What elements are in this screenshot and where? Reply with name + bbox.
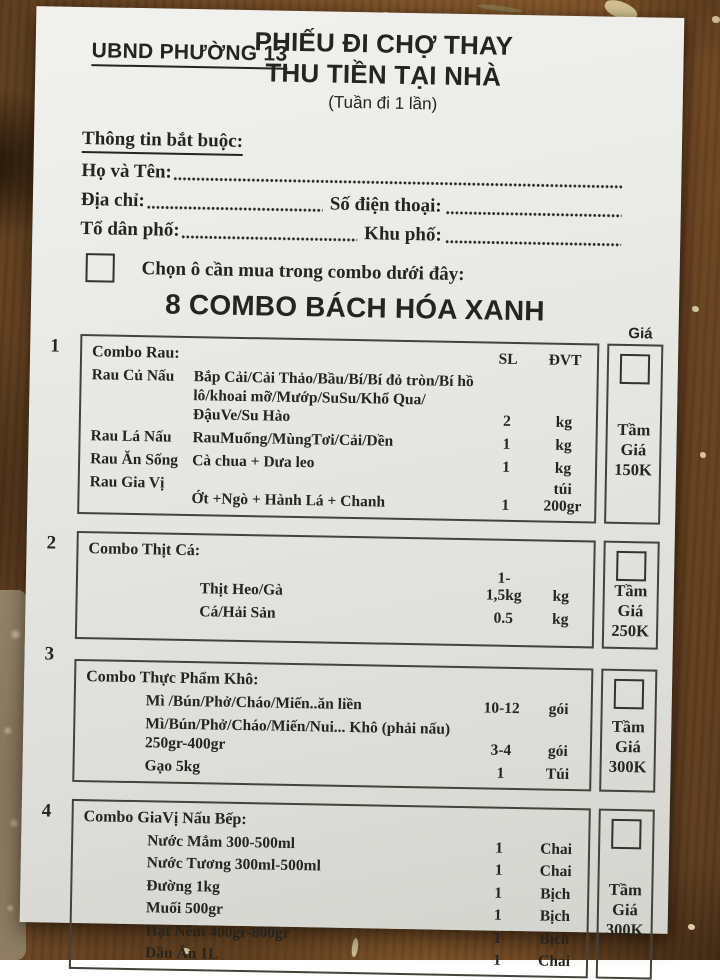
combo-items-box xyxy=(75,531,596,648)
item-desc: Cà chua + Dưa leo xyxy=(191,452,315,472)
item-qty: 1 xyxy=(502,458,511,476)
item-unit: Bịch xyxy=(540,885,571,903)
item-qty: 1 xyxy=(502,435,511,453)
quarter-fill-line xyxy=(446,240,622,247)
combo-select-checkbox xyxy=(620,354,651,385)
combo-select-checkbox xyxy=(616,551,647,582)
item-qty: 0.5 xyxy=(493,609,514,627)
item-desc: Nước Tương 300ml-500ml xyxy=(146,854,322,875)
combo-name: Combo Thịt Cá: xyxy=(88,540,201,560)
required-info-heading: Thông tin bắt buộc: xyxy=(82,128,243,156)
crumb-speckle xyxy=(692,306,699,312)
item-unit: Bịch xyxy=(539,930,570,948)
org-label: UBND PHƯỜNG 13 xyxy=(91,39,287,70)
qty-column-header: SL xyxy=(498,350,518,369)
group-quarter-field-row xyxy=(80,218,622,250)
form-title-line2: THU TIỀN TẠI NHÀ xyxy=(265,57,502,92)
item-unit: kg xyxy=(552,587,570,605)
item-qty: 1 xyxy=(501,496,510,514)
form-title-line1: PHIẾU ĐI CHỢ THAY xyxy=(254,26,514,61)
crumb-speckle xyxy=(688,924,695,930)
item-unit: Chai xyxy=(540,840,573,858)
combo-number: 4 xyxy=(41,800,52,822)
item-qty: 1 xyxy=(493,951,502,969)
item-category: Rau Ăn Sống xyxy=(90,450,179,469)
combo-gia-vi-table xyxy=(33,798,655,979)
item-qty: 1 xyxy=(494,861,503,879)
price-label: Tầm Giá 250K xyxy=(611,580,650,641)
item-desc: RauMuống/MùngTơi/Cải/Dền xyxy=(192,429,394,450)
combo-items-box xyxy=(77,334,599,523)
combo-rau-table xyxy=(41,333,663,524)
combo-items-box xyxy=(69,799,591,978)
item-qty: 1 xyxy=(493,906,502,924)
item-unit: kg xyxy=(555,436,572,455)
item-unit: kg xyxy=(554,459,572,478)
item-desc: Cá/Hải Sản xyxy=(199,603,276,622)
group-label: Tổ dân phố: xyxy=(80,217,180,241)
combo-items-box xyxy=(72,659,593,791)
price-label: Tầm Giá 300K xyxy=(608,716,647,776)
combo-item-row xyxy=(84,755,587,783)
combo-thuc-pham-kho-table xyxy=(36,643,657,792)
combo-number: 3 xyxy=(44,643,55,665)
item-unit: gói xyxy=(548,700,569,719)
item-qty: 1 xyxy=(495,839,504,857)
form-frequency-note: (Tuần đi 1 lần) xyxy=(328,92,438,114)
item-qty: 10-12 xyxy=(483,699,520,718)
combo-item-row xyxy=(88,562,592,605)
combo-number: 2 xyxy=(46,532,57,554)
price-label: Tầm Giá 150K xyxy=(614,419,653,480)
combo-thit-ca-table xyxy=(39,530,660,649)
item-desc: Mì /Bún/Phở/Cháo/Miến..ăn liền xyxy=(145,692,363,714)
combo-item-row xyxy=(89,472,593,515)
item-unit: kg xyxy=(551,610,569,628)
combo-name: Combo Rau: xyxy=(91,343,180,362)
item-category: Rau Củ Nấu xyxy=(91,366,175,385)
address-label: Địa chỉ: xyxy=(80,188,145,212)
shopping-form-paper xyxy=(20,6,685,971)
combo-item-row xyxy=(91,365,595,431)
price-box xyxy=(596,809,655,980)
item-desc: Nước Mắm 300-500ml xyxy=(147,831,296,852)
combo-item-row xyxy=(87,600,590,628)
price-box xyxy=(602,541,660,650)
item-unit: túi 200gr xyxy=(543,480,582,516)
item-unit: Chai xyxy=(539,862,572,881)
price-column-header: Giá xyxy=(628,325,653,343)
address-fill-line xyxy=(147,205,323,212)
price-label: Tầm Giá 300K xyxy=(605,879,644,940)
crumb-speckle xyxy=(700,452,706,458)
item-desc: Dầu Ăn 1L xyxy=(144,944,219,963)
crumb-speckle xyxy=(712,16,720,23)
combo-name: Combo GiaVị Nấu Bếp: xyxy=(83,808,247,829)
name-label: Họ và Tên: xyxy=(81,159,173,183)
item-desc: Bắp Cải/Cải Thảo/Bầu/Bí/Bí đỏ tròn/Bí hồ lô/khoai mỡ/Mướp/SuSu/Khổ Qua/ĐậuVe/Su Hào xyxy=(192,368,474,425)
instruction-label: Chọn ô cần mua trong combo dưới đây: xyxy=(141,257,465,285)
item-category: Rau Gia Vị xyxy=(89,473,165,492)
instruction-checkbox xyxy=(85,253,115,283)
combo-select-checkbox xyxy=(614,679,645,710)
phone-label: Số điện thoại: xyxy=(329,193,442,217)
item-qty: 1 xyxy=(494,884,503,902)
combo-section-title: 8 COMBO BÁCH HÓA XANH xyxy=(164,288,546,327)
item-qty: 1 xyxy=(496,764,505,782)
item-desc: Thịt Heo/Gà xyxy=(199,580,284,599)
unit-column-header: ĐVT xyxy=(548,351,582,370)
quarter-label: Khu phố: xyxy=(363,223,442,246)
item-unit: Chai xyxy=(537,952,571,971)
item-unit: Túi xyxy=(545,765,570,784)
price-box xyxy=(599,669,657,793)
item-desc: Ớt +Ngò + Hành Lá + Chanh xyxy=(191,490,386,511)
item-unit: gói xyxy=(547,742,568,761)
item-unit: kg xyxy=(555,413,573,432)
instruction-row xyxy=(85,253,639,292)
item-desc: Gạo 5kg xyxy=(144,757,201,776)
price-box xyxy=(604,344,663,525)
item-unit: Bịch xyxy=(539,907,571,926)
item-desc: Hạt Nêm 400gr-800gr xyxy=(145,921,290,942)
name-field-row xyxy=(81,160,623,192)
phone-fill-line xyxy=(446,211,622,218)
item-desc: Đường 1kg xyxy=(146,876,220,896)
twig-speckle xyxy=(478,3,522,13)
combo-number: 1 xyxy=(50,335,60,357)
combo-item-row xyxy=(85,713,589,760)
address-phone-field-row xyxy=(81,189,623,221)
item-desc: Mì/Bún/Phở/Cháo/Miến/Nui... Khô (phải nấu) 250gr-400gr xyxy=(144,715,451,753)
combo-select-checkbox xyxy=(611,819,642,850)
item-qty: 1 xyxy=(493,929,502,947)
name-fill-line xyxy=(174,177,623,189)
combo-name: Combo Thực Phẩm Khô: xyxy=(86,668,259,689)
group-fill-line xyxy=(181,235,357,242)
required-info-section xyxy=(80,128,624,250)
item-category: Rau Lá Nấu xyxy=(90,427,172,446)
item-qty: 3-4 xyxy=(490,741,512,759)
item-qty: 1- 1,5kg xyxy=(485,569,522,605)
item-desc: Muối 500gr xyxy=(145,899,224,918)
item-qty: 2 xyxy=(502,412,511,430)
